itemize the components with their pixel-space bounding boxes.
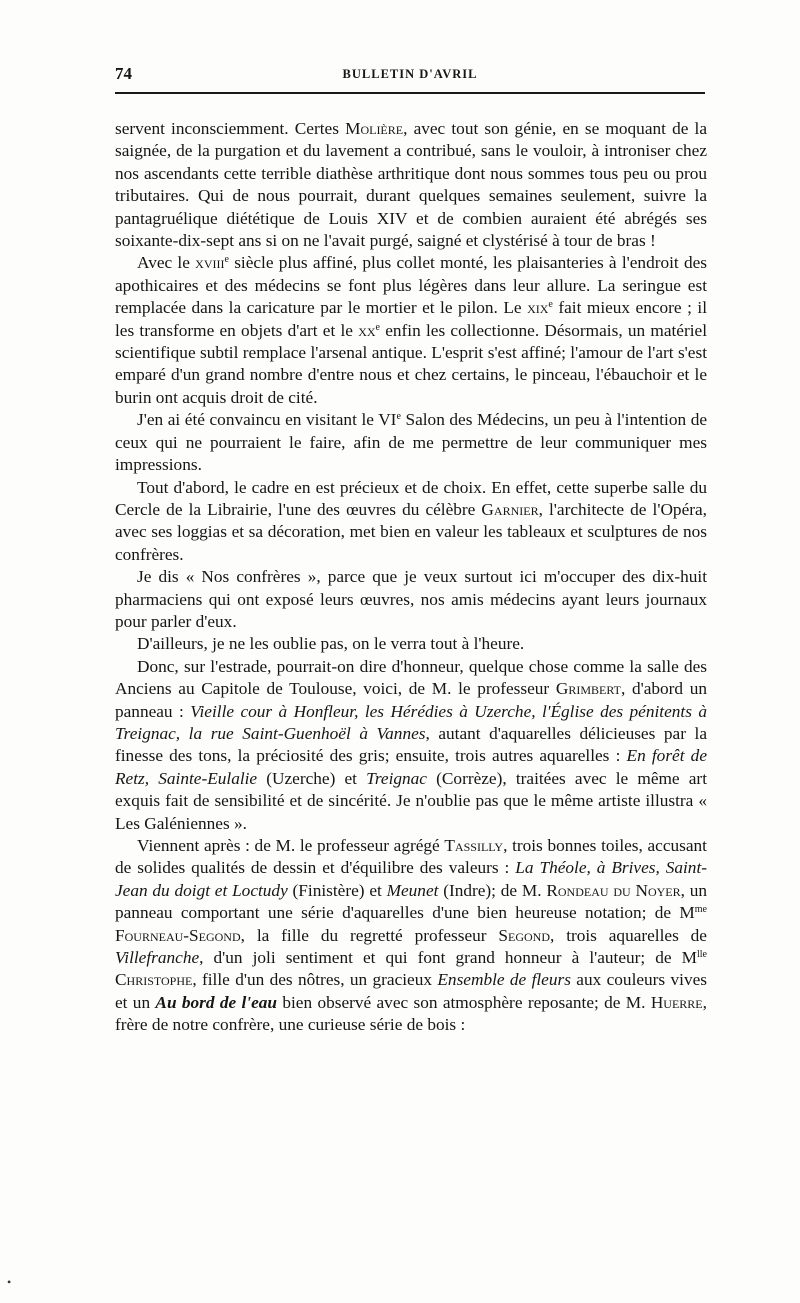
text-run: , frère de notre confrère, une curieuse série de bois :: [115, 992, 707, 1035]
author-name-segond: Segond: [498, 925, 551, 945]
text-run: siècle plus affiné, plus collet monté, les plaisanteries à l'endroit des apothicaires et des médecins se font plus légères dans leur allure. La seringue est remplacée dans la caricature par le mortier et le pilon. Le: [115, 253, 707, 318]
century-numeral: xx: [358, 320, 376, 340]
text-run: , l'architecte de l'Opéra, avec ses loggias et sa décoration, met bien en valeur les tableaux et sculptures de nos confrères.: [115, 499, 707, 564]
text-run: , autant d'aquarelles délicieuses par la finesse des tons, la préciosité des gris; ensuite, trois autres aquarelles :: [115, 723, 707, 766]
text-run: aux couleurs vives et un: [115, 970, 707, 1012]
margin-mark: •: [7, 1275, 12, 1289]
body-text: [115, 118, 707, 1037]
paragraph-4: [115, 477, 707, 567]
author-name-rondeau-du-noyer: Rondeau du Noyer: [546, 880, 681, 900]
author-name-grimbert: Grimbert: [555, 679, 621, 699]
author-name-christophe: Christophe: [115, 970, 193, 990]
paragraph-3: [115, 409, 707, 476]
paragraph-7: [115, 656, 707, 835]
superscript: me: [694, 904, 707, 916]
paragraph-8: [115, 835, 707, 1037]
artwork-title: Villefranche: [115, 948, 200, 968]
author-name-fourneau-segond: Fourneau-Segond: [115, 925, 241, 945]
running-title: BULLETIN D'AVRIL: [342, 67, 478, 81]
text-run: enfin les collectionne. Désormais, un matériel scientifique subtil remplace l'arsenal antique. L'esprit s'est affiné; l'amour de l'art s'est emparé d'un grand nombre d'entre nous et chez certains, le pinceau, l'ébauchoir et le burin ont acquis droit de cité.: [115, 320, 707, 407]
century-numeral: xviii: [195, 253, 225, 273]
text-run: (Finistère) et: [287, 880, 387, 900]
text-run: servent inconsciemment. Certes: [115, 119, 346, 138]
artwork-title: Treignac: [366, 768, 427, 788]
text-run: , trois bonnes toiles, accusant de solides qualités de dessin et d'équilibre des valeurs :: [115, 836, 707, 878]
author-name-moliere: Molière: [345, 119, 404, 138]
superscript: lle: [697, 949, 707, 961]
artwork-titles: En forêt de Retz, Sainte-Eulalie: [115, 746, 707, 788]
artwork-titles: La Théole, à Brives, Saint-Jean du doigt et Loctudy: [115, 858, 707, 900]
artwork-title: Ensemble de fleurs: [437, 970, 571, 990]
superscript: e: [224, 254, 229, 266]
author-name-tassilly: Tassilly: [444, 836, 504, 855]
text-run: , un panneau comportant une série d'aquarelles d'une bien heureuse notation; de M: [115, 880, 708, 923]
text-run: Salon des Médecins, un peu à l'intention de ceux qui ne pourraient le faire, afin de me permettre de leur communiquer mes impressions.: [115, 410, 707, 475]
page-number: 74: [115, 64, 132, 83]
text-run: (Corrèze), traitées avec le même art exquis fait de sensibilité et de sincérité. Je n'oublie pas que le même artiste illustra « Les Galéniennes ».: [115, 768, 707, 833]
superscript: e: [548, 299, 553, 311]
artwork-title: Meunet: [386, 880, 439, 900]
text-run: , la fille du regretté professeur: [240, 925, 499, 945]
text-run: Tout d'abord, le cadre en est précieux et de choix. En effet, cette superbe salle du Cercle de la Librairie, l'une des œuvres du célèbre: [115, 477, 707, 519]
superscript: e: [396, 411, 401, 423]
text-run: , d'un joli sentiment et qui font grand honneur à l'auteur; de M: [199, 948, 697, 968]
text-run: (Uzerche) et: [257, 768, 367, 788]
text-run: (Indre); de M.: [438, 880, 547, 900]
text-run: fait mieux encore ; il les transforme en objets d'art et le: [115, 298, 707, 340]
paragraph-6: D'ailleurs, je ne les oublie pas, on le verra tout à l'heure.: [137, 634, 525, 654]
paragraph-1: [115, 118, 707, 252]
text-run: , fille d'un des nôtres, un gracieux: [192, 970, 438, 990]
text-run: , avec tout son génie, en se moquant de la saignée, de la purgation et du lavement a contribué, sans le vouloir, à introniser chez nos ascendants cette terrible diathèse arthritique dont nous sommes tous peu ou prou tributaires. Qui de nous pourrait, durant quelques semaines seulement, suivre la pantagruélique diététique de Louis XIV et de combien auraient été abrégés ses soixante-dix-sept ans si on ne l'avait purgé, saigné et clystérisé à tour de bras !: [115, 119, 708, 251]
paragraph-5: Je dis « Nos confrères », parce que je veux surtout ici m'occuper des dix-huit pharmaciens qui ont exposé leurs œuvres, nos amis médecins ayant leurs journaux pour parler d'eux.: [115, 567, 707, 631]
superscript: e: [375, 321, 380, 333]
text-run: Viennent après : de M. le professeur agrégé: [137, 836, 445, 855]
artwork-titles: Vieille cour à Honfleur, les Hérédies à Uzerche, l'Église des pénitents à Treignac, la rue Saint-Guenhoël à Vannes: [115, 701, 707, 743]
century-numeral: xix: [527, 298, 549, 318]
artwork-title: Au bord de l'eau: [155, 992, 278, 1012]
paragraph-2: [115, 252, 707, 409]
text-run: Avec le: [137, 253, 196, 273]
text-run: , trois aquarelles de: [550, 925, 707, 945]
text-run: , d'abord un panneau :: [115, 679, 707, 721]
text-run: J'en ai été convaincu en visitant le VI: [137, 410, 397, 430]
author-name-garnier: Garnier: [481, 499, 539, 519]
running-header: [115, 62, 705, 94]
text-run: Donc, sur l'estrade, pourrait-on dire d'honneur, quelque chose comme la salle des Anciens au Capitole de Toulouse, voici, de M. le professeur: [115, 656, 707, 699]
author-name-huerre: Huerre: [650, 992, 703, 1012]
text-run: bien observé avec son atmosphère reposante; de M.: [277, 992, 651, 1012]
